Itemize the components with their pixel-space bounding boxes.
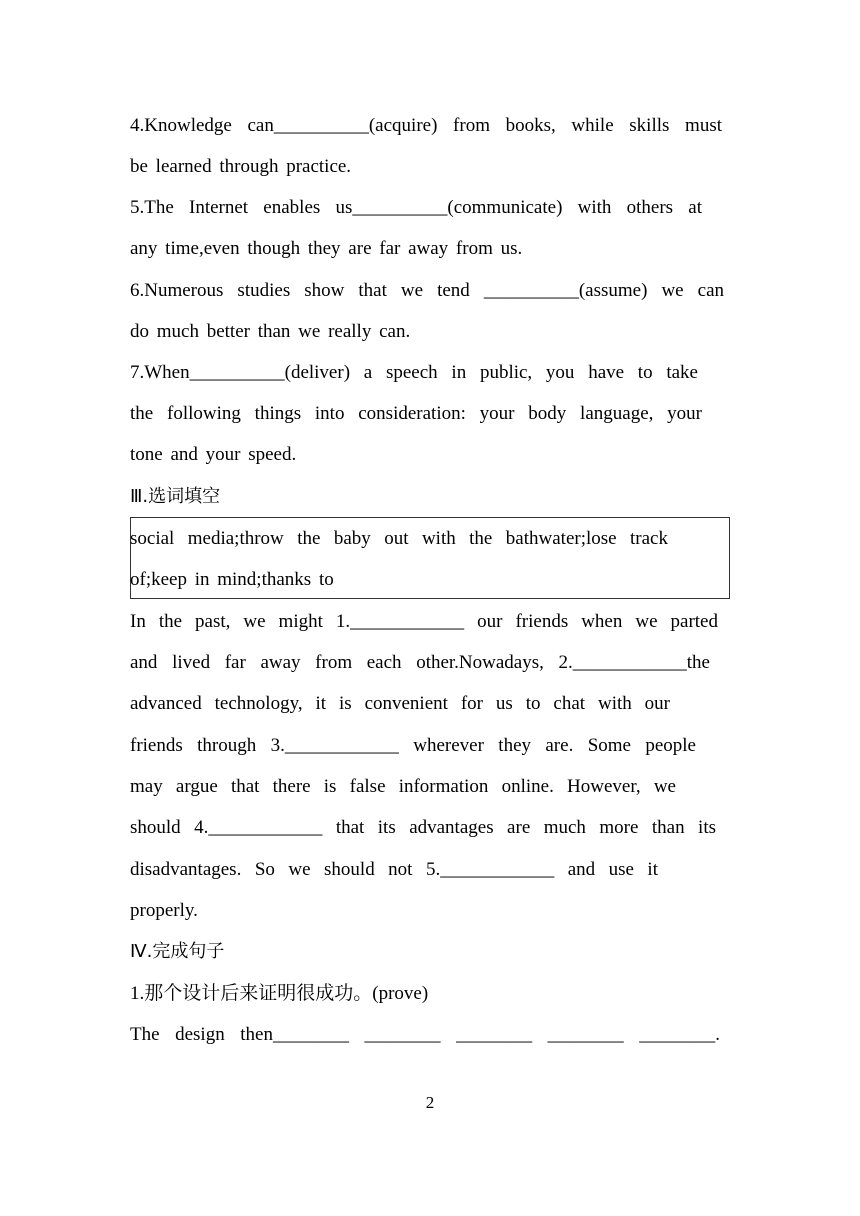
word-bank-line: of;keep in mind;thanks to xyxy=(130,569,334,590)
passage-line: advanced technology, it is convenient for us to chat with our xyxy=(130,693,670,714)
passage-line: may argue that there is false information online. However, we xyxy=(130,776,676,797)
exercise-line: be learned through practice. xyxy=(130,156,352,177)
translation-answer-line: The design then________ ________ ________ ________ ________. xyxy=(130,1024,720,1045)
exercise-line: 7.When__________(deliver) a speech in public, you have to take xyxy=(130,362,698,383)
passage-line: friends through 3.____________ wherever they are. Some people xyxy=(130,735,696,756)
section-heading-4: Ⅳ.完成句子 xyxy=(130,941,225,962)
translation-prompt: 1.那个设计后来证明很成功。(prove) xyxy=(130,983,429,1004)
section-heading-3: Ⅲ.选词填空 xyxy=(130,486,221,507)
passage-line: properly. xyxy=(130,900,198,921)
passage-line: disadvantages. So we should not 5.____________ and use it xyxy=(130,859,658,880)
exercise-line: 5.The Internet enables us__________(communicate) with others at xyxy=(130,197,702,218)
word-bank-line: social media;throw the baby out with the bathwater;lose track xyxy=(130,528,668,549)
exercise-line: any time,even though they are far away from us. xyxy=(130,238,523,259)
exercise-line: do much better than we really can. xyxy=(130,321,411,342)
exercise-line: tone and your speed. xyxy=(130,444,297,465)
passage-line: and lived far away from each other.Nowadays, 2.____________the xyxy=(130,652,710,673)
exercise-line: the following things into consideration: your body language, your xyxy=(130,403,702,424)
passage-line: should 4.____________ that its advantages are much more than its xyxy=(130,817,716,838)
page-number: 2 xyxy=(425,1093,435,1112)
exercise-line: 4.Knowledge can__________(acquire) from books, while skills must xyxy=(130,115,722,136)
passage-line: In the past, we might 1.____________ our friends when we parted xyxy=(130,611,718,632)
exercise-line: 6.Numerous studies show that we tend __________(assume) we can xyxy=(130,280,724,301)
